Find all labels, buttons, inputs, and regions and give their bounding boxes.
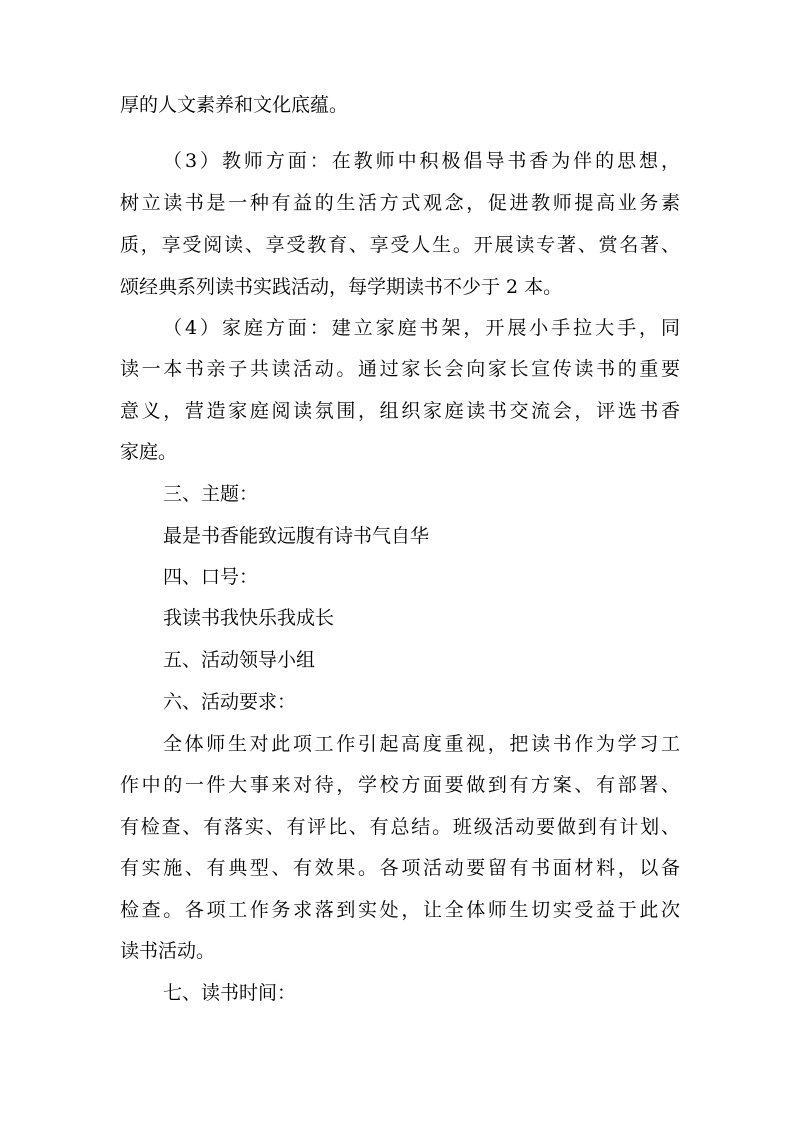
text-line: 树立读书是一种有益的生活方式观念，促进教师提高业务素 — [120, 192, 680, 214]
text-line: 全体师生对此项工作引起高度重视，把读书作为学习工 — [163, 733, 680, 755]
text-line: 意义，营造家庭阅读氛围，组织家庭读书交流会，评选书香 — [120, 400, 680, 422]
text-line: （3）教师方面：在教师中积极倡导书香为伴的思想， — [163, 150, 680, 172]
text-line: 读书活动。 — [120, 940, 216, 962]
text-line: 家庭。 — [120, 441, 178, 463]
text-line: （4）家庭方面：建立家庭书架，开展小手拉大手，同 — [163, 317, 680, 339]
section-heading: 五、活动领导小组 — [163, 649, 316, 671]
text-line: 颂经典系列读书实践活动，每学期读书不少于 2 本。 — [120, 276, 563, 298]
text-line: 最是书香能致远腹有诗书气自华 — [163, 525, 430, 547]
text-line: 厚的人文素养和文化底蕴。 — [120, 94, 349, 116]
text-line: 检查。各项工作务求落到实处，让全体师生切实受益于此次 — [120, 899, 680, 921]
text-line: 有实施、有典型、有效果。各项活动要留有书面材料，以备 — [120, 857, 680, 879]
text-line: 我读书我快乐我成长 — [163, 607, 335, 629]
section-heading: 七、读书时间： — [163, 982, 297, 1004]
section-heading: 六、活动要求： — [163, 691, 297, 713]
section-heading: 四、口号： — [163, 566, 259, 588]
text-line: 有检查、有落实、有评比、有总结。班级活动要做到有计划、 — [120, 816, 680, 838]
section-heading: 三、主题： — [163, 483, 259, 505]
text-line: 作中的一件大事来对待，学校方面要做到有方案、有部署、 — [120, 774, 680, 796]
text-line: 读一本书亲子共读活动。通过家长会向家长宣传读书的重要 — [120, 358, 680, 380]
text-line: 质，享受阅读、享受教育、享受人生。开展读专著、赏名著、 — [120, 234, 680, 256]
